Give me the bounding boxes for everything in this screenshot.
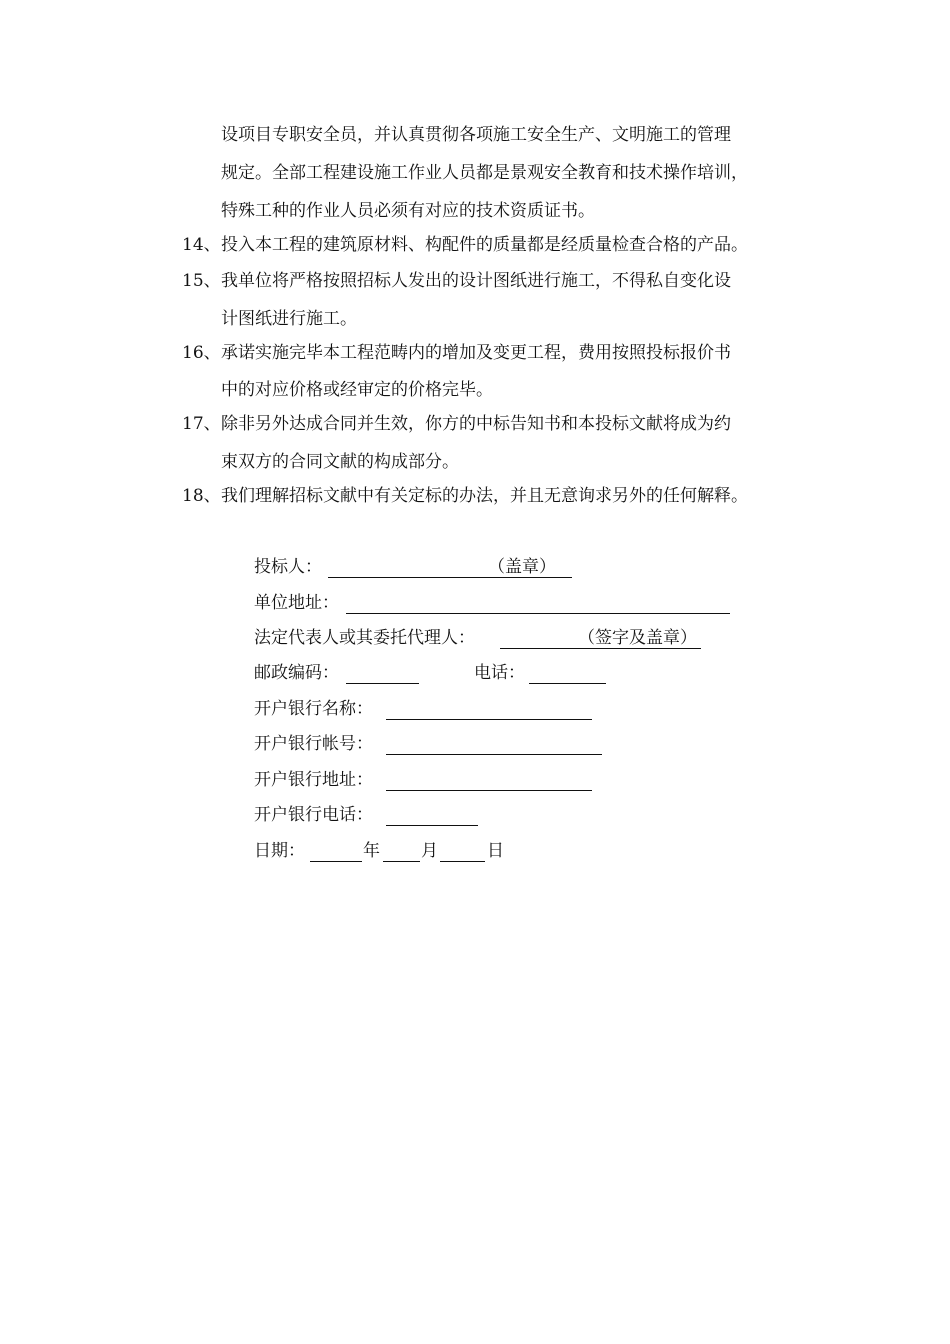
bank-address-field[interactable]: [386, 770, 592, 791]
legal-rep-label: 法定代表人或其委托代理人：: [254, 628, 475, 648]
month-field[interactable]: [383, 841, 420, 862]
date-label: 日期：: [254, 841, 305, 861]
bank-name-label: 开户银行名称：: [254, 699, 373, 719]
bidder-row: [254, 557, 584, 577]
item-number: 14、: [182, 235, 221, 255]
paragraph-text: 特殊工种的作业人员必须有对应的技术资质证书。: [221, 201, 595, 221]
bidder-label: 投标人：: [254, 557, 322, 577]
bank-address-row: [254, 770, 604, 790]
bank-account-row: [254, 734, 614, 754]
item-text: 中的对应价格或经审定的价格完毕。: [221, 380, 493, 400]
postcode-field[interactable]: [346, 663, 419, 684]
day-field[interactable]: [440, 841, 485, 862]
month-label: 月: [421, 841, 438, 861]
postcode-phone-row: [254, 663, 614, 683]
legal-rep-row: [254, 628, 714, 648]
bank-address-label: 开户银行地址：: [254, 770, 373, 790]
bank-phone-field[interactable]: [386, 805, 478, 826]
postcode-label: 邮政编码：: [254, 663, 339, 683]
legal-rep-sign-note: （签字及盖章）: [578, 628, 697, 648]
year-field[interactable]: [310, 841, 362, 862]
address-row: [254, 593, 744, 613]
address-field[interactable]: [346, 593, 730, 614]
item-number: 17、: [182, 414, 221, 434]
day-label: 日: [487, 841, 504, 861]
year-label: 年: [363, 841, 380, 861]
item-text: 承诺实施完毕本工程范畴内的增加及变更工程，费用按照投标报价书: [221, 343, 731, 363]
item-text: 束双方的合同文献的构成部分。: [221, 452, 459, 472]
item-text: 投入本工程的建筑原材料、构配件的质量都是经质量检查合格的产品。: [221, 235, 748, 255]
bidder-seal-note: （盖章）: [488, 557, 556, 577]
item-number: 18、: [182, 486, 221, 506]
paragraph-text: 规定。全部工程建设施工作业人员都是景观安全教育和技术操作培训，: [221, 163, 748, 183]
legal-rep-field[interactable]: [500, 628, 701, 649]
paragraph-text: 设项目专职安全员，并认真贯彻各项施工安全生产、文明施工的管理: [221, 125, 731, 145]
item-text: 除非另外达成合同并生效，你方的中标告知书和本投标文献将成为约: [221, 414, 731, 434]
phone-field[interactable]: [529, 663, 606, 684]
item-text: 我单位将严格按照招标人发出的设计图纸进行施工，不得私自变化设: [221, 271, 731, 291]
bank-account-field[interactable]: [386, 734, 602, 755]
bank-name-field[interactable]: [386, 699, 592, 720]
item-number: 15、: [182, 271, 221, 291]
bidder-field[interactable]: [328, 557, 572, 578]
address-label: 单位地址：: [254, 593, 339, 613]
bank-name-row: [254, 699, 604, 719]
phone-label: 电话：: [474, 663, 525, 683]
bank-account-label: 开户银行帐号：: [254, 734, 373, 754]
date-row: [254, 841, 524, 861]
item-text: 计图纸进行施工。: [221, 309, 357, 329]
bank-phone-label: 开户银行电话：: [254, 805, 373, 825]
item-text: 我们理解招标文献中有关定标的办法，并且无意询求另外的任何解释。: [221, 486, 748, 506]
item-number: 16、: [182, 343, 221, 363]
bank-phone-row: [254, 805, 494, 825]
